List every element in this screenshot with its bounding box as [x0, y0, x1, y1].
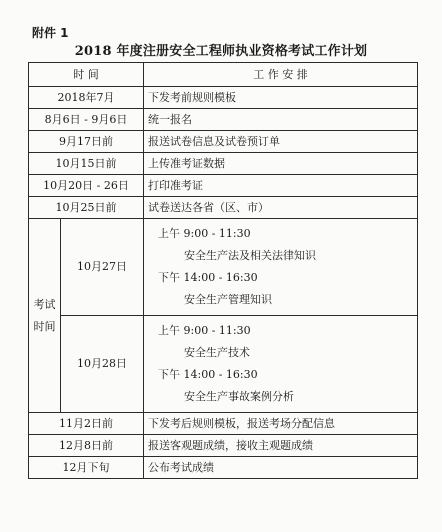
exam-am-subject: 安全生产法及相关法律知识: [184, 249, 316, 262]
exam-pm-subject: 安全生产事故案例分析: [184, 390, 294, 403]
table-header-row: [29, 63, 418, 87]
exam-schedule: [144, 219, 418, 316]
schedule-table: [28, 62, 418, 479]
table-row: [29, 109, 418, 131]
header-time: 时 间: [29, 63, 144, 87]
table-row: [29, 153, 418, 175]
table-row: [29, 131, 418, 153]
exam-pm-time: 下午 14:00 - 16:30: [158, 368, 258, 381]
row-task: 下发考后规则模板，报送考场分配信息: [144, 413, 418, 435]
row-time: 12月下旬: [29, 457, 144, 479]
exam-day-row: [29, 316, 418, 413]
exam-pm-subject: 安全生产管理知识: [184, 293, 272, 306]
exam-date: 10月28日: [61, 316, 144, 413]
exam-time-label: [29, 219, 61, 413]
row-task: 试卷送达各省（区、市）: [144, 197, 418, 219]
row-time: 9月17日前: [29, 131, 144, 153]
table-row: [29, 457, 418, 479]
row-time: 10月25日前: [29, 197, 144, 219]
table-row: [29, 87, 418, 109]
row-task: 报送试卷信息及试卷预订单: [144, 131, 418, 153]
row-time: 12月8日前: [29, 435, 144, 457]
exam-pm-time: 下午 14:00 - 16:30: [158, 271, 258, 284]
table-row: [29, 197, 418, 219]
exam-date: 10月27日: [61, 219, 144, 316]
page-title: 2018 年度注册安全工程师执业资格考试工作计划: [74, 44, 368, 59]
row-task: 下发考前规则模板: [144, 87, 418, 109]
row-task: 公布考试成绩: [144, 457, 418, 479]
exam-schedule: [144, 316, 418, 413]
exam-label-line-1: 考试: [33, 297, 56, 311]
exam-day-row: [29, 219, 418, 316]
exam-label-line-2: 时间: [33, 319, 56, 333]
table-row: [29, 175, 418, 197]
row-time: 2018年7月: [29, 87, 144, 109]
row-time: 10月15日前: [29, 153, 144, 175]
row-task: 统一报名: [144, 109, 418, 131]
exam-am-time: 上午 9:00 - 11:30: [158, 227, 251, 240]
exam-am-time: 上午 9:00 - 11:30: [158, 324, 251, 337]
table-row: [29, 413, 418, 435]
row-task: 报送客观题成绩，接收主观题成绩: [144, 435, 418, 457]
row-time: 8月6日 - 9月6日: [29, 109, 144, 131]
row-time: 11月2日前: [29, 413, 144, 435]
row-task: 打印准考证: [144, 175, 418, 197]
row-time: 10月20日 - 26日: [29, 175, 144, 197]
row-task: 上传准考证数据: [144, 153, 418, 175]
exam-am-subject: 安全生产技术: [184, 346, 250, 359]
table-row: [29, 435, 418, 457]
header-task: 工 作 安 排: [144, 63, 418, 87]
attachment-label: 附件 1: [32, 26, 69, 40]
